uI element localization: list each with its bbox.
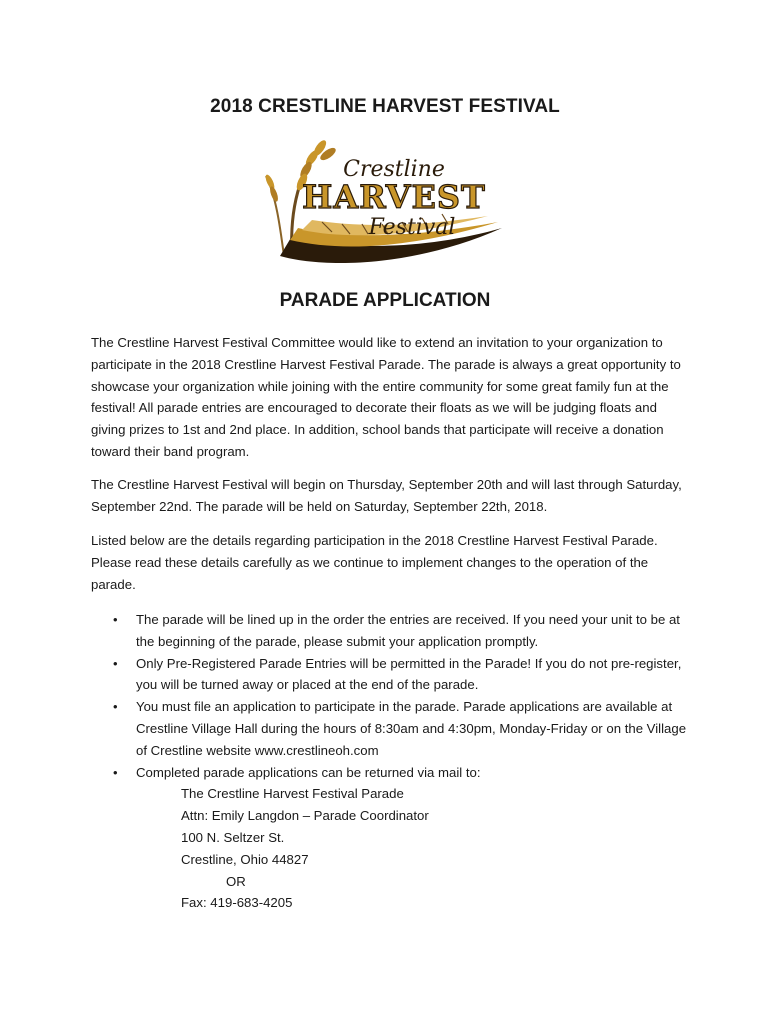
dates-paragraph: The Crestline Harvest Festival will begin on Thursday, September 20th and will last through Saturday, September 22nd. The parade will be held on Saturday, September 22th, 2018. xyxy=(91,477,682,514)
address-city: Crestline, Ohio 44827 xyxy=(181,851,309,867)
list-item-text: Completed parade applications can be returned via mail to: xyxy=(136,764,481,780)
list-item xyxy=(91,609,691,653)
bullet-icon: • xyxy=(113,655,118,671)
bullet-icon: • xyxy=(113,699,118,715)
list-item-text: You must file an application to participate in the parade. Parade applications are available at Crestline Village Hall during the hours of 8:30am and 4:30pm, Monday-Friday or on the Village of Crestline website www.crestlineoh.com xyxy=(136,699,687,758)
list-item-text: Only Pre-Registered Parade Entries will be permitted in the Parade! If you do not pre-register, you will be turned away or placed at the end of the parade. xyxy=(136,655,682,693)
mailing-address xyxy=(91,783,691,914)
logo-crestline-text: Crestline xyxy=(343,157,445,182)
list-item xyxy=(91,653,691,697)
requirements-list xyxy=(91,609,691,914)
address-attn: Attn: Emily Langdon – Parade Coordinator xyxy=(181,808,429,824)
logo-harvest-text: HARVEST xyxy=(302,178,486,216)
document-title: 2018 CRESTLINE HARVEST FESTIVAL xyxy=(210,96,560,117)
intro-paragraph: The Crestline Harvest Festival Committee would like to extend an invitation to your organization to participate in the 2018 Crestline Harvest Festival Parade. The parade is always a great opportunity to showcase your organization while joining with the entire community for some great family fun at the festival! All parade entries are encouraged to decorate their floats as we will be judging floats and giving prizes to 1st and 2nd place. In addition, school bands that participate will receive a donation toward their band program. xyxy=(91,335,681,459)
logo-festival-text: Festival xyxy=(368,215,456,240)
details-paragraph: Listed below are the details regarding participation in the 2018 Crestline Harvest Festival Parade. Please read these details carefully as we continue to implement changes to the operation of the parade. xyxy=(91,533,658,592)
list-item xyxy=(91,696,691,761)
address-fax: Fax: 419-683-4205 xyxy=(181,895,293,911)
address-or: OR xyxy=(226,873,246,889)
bullet-icon: • xyxy=(113,764,118,780)
festival-logo xyxy=(262,136,508,272)
list-item xyxy=(91,762,691,784)
list-item-text: The parade will be lined up in the order the entries are received. If you need your unit to be at the beginning of the parade, please submit your application promptly. xyxy=(136,612,680,649)
section-title: PARADE APPLICATION xyxy=(279,290,491,311)
bullet-icon: • xyxy=(113,612,118,627)
address-line: The Crestline Harvest Festival Parade xyxy=(181,786,404,802)
address-street: 100 N. Seltzer St. xyxy=(181,829,285,845)
